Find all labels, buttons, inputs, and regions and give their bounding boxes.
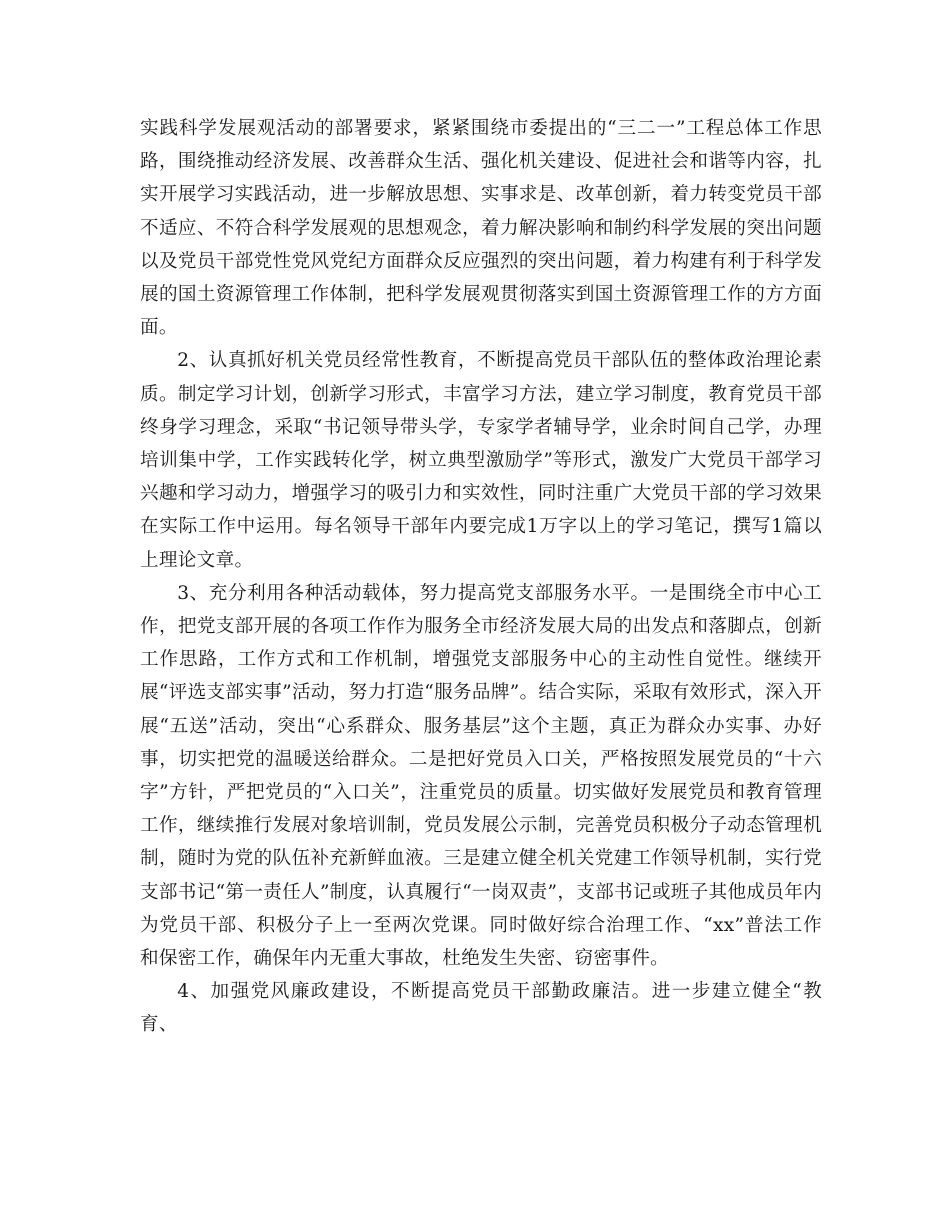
paragraph-item-3: 3、充分利用各种活动载体，努力提高党支部服务水平。一是围绕全市中心工作，把党支部开展的各项工作作为服务全市经济发展大局的出发点和落脚点，创新工作思路，工作方式和工作机制，增强党支部服务中心的主动性自觉性。继续开展“评选支部实事”活动，努力打造“服务品牌”。结合实际，采取有效形式，深入开展“五送”活动，突出“心系群众、服务基层”这个主题，真正为群众办实事、办好事，切实把党的温暖送给群众。二是把好党员入口关，严格按照发展党员的“十六字”方针，严把党员的“入口关”，注重党员的质量。切实做好发展党员和教育管理工作，继续推行发展对象培训制，党员发展公示制，完善党员积极分子动态管理机制，随时为党的队伍补充新鲜血液。三是建立健全机关党建工作领导机制，实行党支部书记“第一责任人”制度，认真履行“一岗双责”，支部书记或班子其他成员年内为党员干部、积极分子上一至两次党课。同时做好综合治理工作、“xx”普法工作和保密工作，确保年内无重大事故，杜绝发生失密、窃密事件。 (140, 582, 822, 970)
paragraph-item-4: 4、加强党风廉政建设，不断提高党员干部勤政廉洁。进一步建立健全“教育、 (140, 981, 822, 1036)
paragraph-continuation: 实践科学发展观活动的部署要求，紧紧围绕市委提出的“三二一”工程总体工作思路，围绕推动经济发展、改善群众生活、强化机关建设、促进社会和谐等内容，扎实开展学习实践活动，进一步解放思想、实事求是、改革创新，着力转变党员干部不适应、不符合科学发展观的思想观念，着力解决影响和制约科学发展的突出问题以及党员干部党性党风党纪方面群众反应强烈的突出问题，着力构建有利于科学发展的国土资源管理工作体制，把科学发展观贯彻落实到国土资源管理工作的方方面面。 (140, 118, 822, 339)
paragraph-item-2: 2、认真抓好机关党员经常性教育，不断提高党员干部队伍的整体政治理论素质。制定学习计划，创新学习形式，丰富学习方法，建立学习制度，教育党员干部终身学习理念，采取“书记领导带头学，专家学者辅导学，业余时间自己学，办理培训集中学，工作实践转化学，树立典型激励学”等形式，激发广大党员干部学习兴趣和学习动力，增强学习的吸引力和实效性，同时注重广大党员干部的学习效果在实际工作中运用。每名领导干部年内要完成1万字以上的学习笔记，撰写1篇以上理论文章。 (140, 350, 822, 571)
document-body (140, 112, 822, 1042)
